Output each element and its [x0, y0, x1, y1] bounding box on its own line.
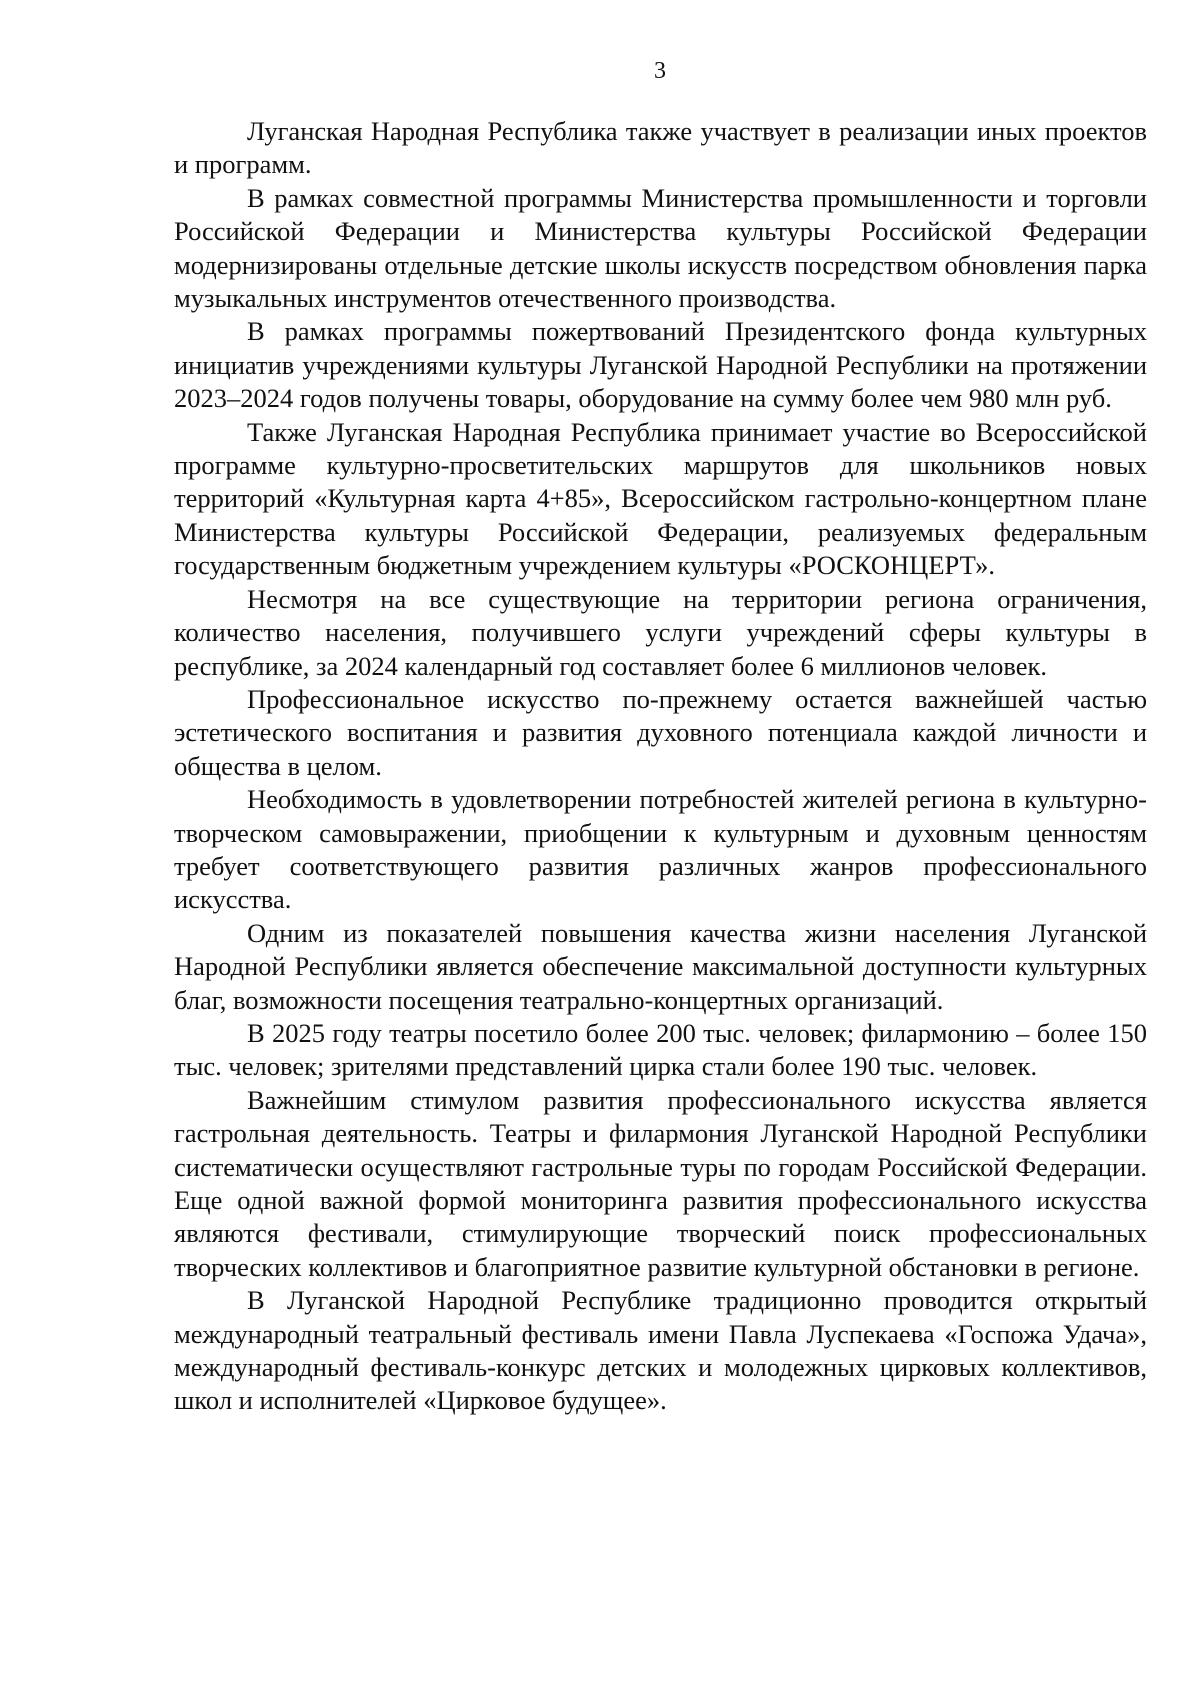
- page-number: 3: [654, 58, 666, 84]
- paragraph-attendance-2025: В 2025 году театры посетило более 200 тыс. человек; филармонию – более 150 тыс. человек; зрителями представлений цирка стали более 190 тыс. человек.: [174, 1017, 1147, 1082]
- paragraph-genres-development: Необходимость в удовлетворении потребностей жителей региона в культурно-творческом самовыражении, приобщении к культурным и духовным ценностям требует соответствующего развития различных жанров профессионального искусства.: [174, 784, 1147, 915]
- document-body: [174, 115, 1147, 1418]
- paragraph-other-projects: Луганская Народная Республика также участвует в реализации иных проектов и программ.: [174, 116, 1147, 180]
- paragraph-population-served: Несмотря на все существующие на территории региона ограничения, количество населения, получившего услуги учреждений сферы культуры в республике, за 2024 календарный год составляет более 6 миллионов человек.: [174, 583, 1147, 681]
- paragraph-instruments-program: В рамках совместной программы Министерства промышленности и торговли Российской Федерации и Министерства культуры Российской Федерации модернизированы отдельные детские школы искусств посредством обновления парка музыкальных инструментов отечественного производства.: [174, 182, 1147, 314]
- paragraph-cultural-map: Также Луганская Народная Республика принимает участие во Всероссийской программе культурно-просветительских маршрутов для школьников новых территорий «Культурная карта 4+85», Всероссийском гастрольно-концертном плане Министерства культуры Российской Федерации, реализуемых федеральным государственным бюджетным учреждением культуры «РОСКОНЦЕРТ».: [174, 416, 1147, 581]
- paragraph-presidential-fund: В рамках программы пожертвований Президентского фонда культурных инициатив учреждениями культуры Луганской Народной Республики на протяжении 2023–2024 годов получены товары, оборудование на сумму более чем 980 млн руб.: [174, 316, 1147, 414]
- paragraph-accessibility: Одним из показателей повышения качества жизни населения Луганской Народной Республики является обеспечение максимальной доступности культурных благ, возможности посещения театрально-концертных организаций.: [174, 917, 1147, 1015]
- paragraph-touring: Важнейшим стимулом развития профессионального искусства является гастрольная деятельность. Театры и филармония Луганской Народной Республики систематически осуществляют гастрольные туры по городам Российской Федерации. Еще одной важной формой мониторинга развития профессионального искусства являются фестивали, стимулирующие творческий поиск профессиональных творческих коллективов и благоприятное развитие культурной обстановки в регионе.: [174, 1084, 1147, 1282]
- paragraph-professional-art: Профессиональное искусство по-прежнему остается важнейшей частью эстетического воспитания и развития духовного потенциала каждой личности и общества в целом.: [174, 683, 1147, 781]
- paragraph-festivals: В Луганской Народной Республике традиционно проводится открытый международный театральный фестиваль имени Павла Луспекаева «Госпожа Удача», международный фестиваль-конкурс детских и молодежных цирковых коллективов, школ и исполнителей «Цирковое будущее».: [174, 1285, 1147, 1416]
